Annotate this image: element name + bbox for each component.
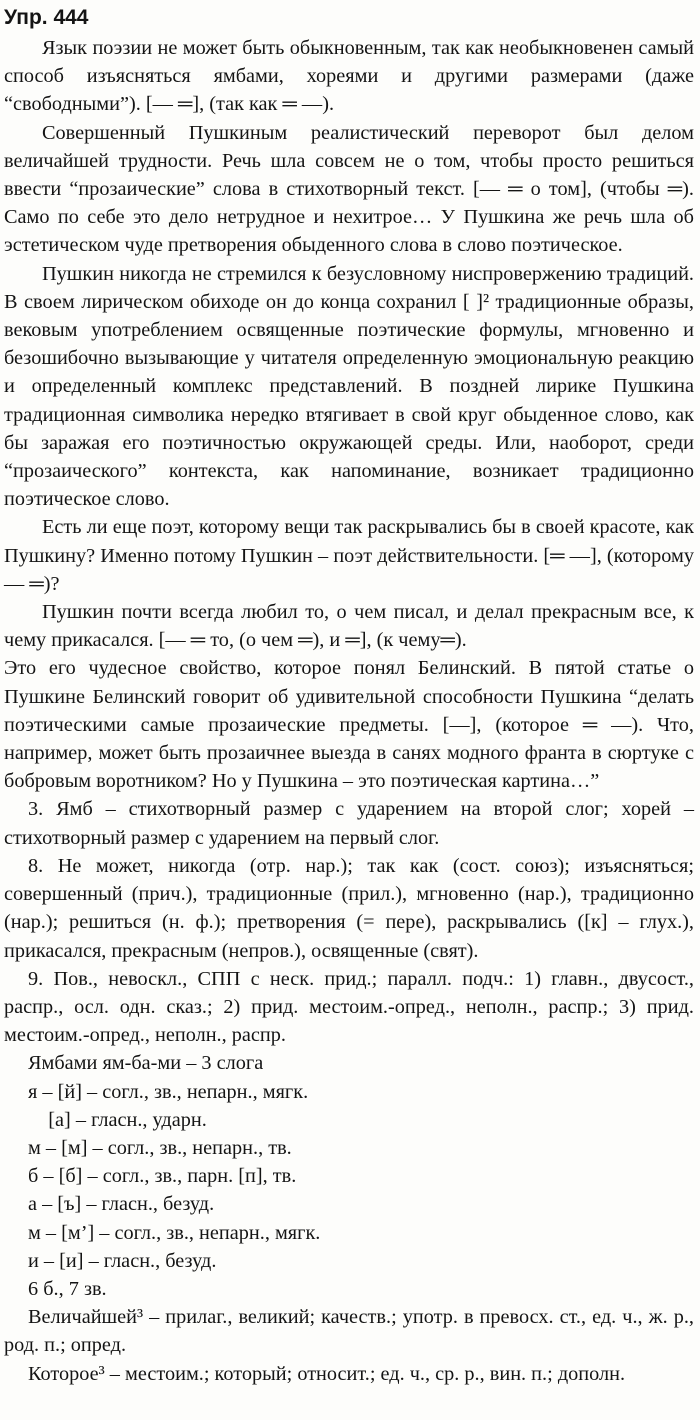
sound-row: м – [м’] – согл., зв., непарн., мягк. [28, 1221, 321, 1244]
sound-row: и – [и] – гласн., безуд. [28, 1249, 217, 1272]
sound-row: м – [м] – согл., зв., непарн., тв. [28, 1136, 292, 1159]
paragraph-5: Пушкин почти всегда любил то, о чем писал, и делал прекрасным все, к чему прикасался. [— ═ то, (о чем ═), и ═], (к чему═). [4, 601, 694, 652]
note-9: 9. Пов., невоскл., СПП с неск. прид.; паралл. подч.: 1) главн., двусост., распр., осл. одн. сказ.; 2) прид. местоим.-опред., неполн., распр.; 3) прид. местоим.-опред., неполн., распр. [4, 967, 694, 1047]
phonetic-analysis [4, 1049, 694, 1303]
morph-note-2: Которое³ – местоим.; который; относит.; ед. ч., ср. р., вин. п.; дополн. [28, 1362, 626, 1385]
note-3: 3. Ямб – стихотворный размер с ударением на второй слог; хорей – стихотворный размер с ударением на первый слог. [4, 798, 694, 849]
sound-summary: 6 б., 7 зв. [28, 1277, 107, 1300]
exercise-title: Упр. 444 [4, 6, 89, 29]
paragraph-1: Язык поэзии не может быть обыкновенным, так как необыкновенен самый способ изъясняться ямбами, хореями и другими размерами (даже “свободными”). [— ═], (так как ═ —). [4, 37, 694, 116]
paragraph-3: Пушкин никогда не стремился к безусловному ниспровержению традиций. В своем лирическом обиходе он до конца сохранил [ ]² традиционные образы, вековым употреблением освященные поэтические формулы, мгновенно и безошибочно вызывающие у читателя определенную эмоциональную реакцию и определенный комплекс представлений. В поздней лирике Пушкина традиционная символика нередко втягивает в свой круг обыденное слово, как бы заражая его поэтичностью окружающей среды. Или, наоборот, среди “прозаического” контекста, как напоминание, возникает традиционно поэтическое слово. [4, 262, 694, 511]
paragraph-4: Есть ли еще поэт, которому вещи так раскрывались бы в своей красоте, как Пушкину? Именно потому Пушкин – поэт действительности. [═ —], (которому — ═)? [4, 516, 694, 595]
paragraph-6: Это его чудесное свойство, которое понял Белинский. В пятой статье о Пушкине Белинский говорит об удивительной способности Пушкина “делать поэтическими самые прозаические предметы. [—], (которое ═ —). Что, например, может быть прозаичнее выезда в санях модного франта в сюртуке с бобровым воротником? Но у Пушкина – это поэтическая картина…” [4, 657, 694, 793]
paragraph-2: Совершенный Пушкиным реалистический переворот был делом величайшей трудности. Речь шла совсем не о том, чтобы просто решиться ввести “прозаические” слова в стихотворный текст. [— ═ о том], (чтобы ═). Само по себе это дело нетрудное и нехитрое… У Пушкина же речь шла об эстетическом чуде претворения обыденного слова в слово поэтическое. [4, 121, 694, 257]
sound-row: а – [ъ] – гласн., безуд. [28, 1193, 215, 1216]
word-line: Ямбами ям-ба-ми – 3 слога [28, 1052, 264, 1075]
exercise-body [4, 34, 694, 1388]
morph-note-1: Величайшей³ – прилаг., великий; качеств.; употр. в превосх. ст., ед. ч., ж. р., род. п.; опред. [4, 1306, 694, 1357]
sound-row: [а] – гласн., ударн. [28, 1108, 207, 1131]
sound-row: б – [б] – согл., зв., парн. [п], тв. [28, 1165, 297, 1188]
sound-row: я – [й] – согл., зв., непарн., мягк. [28, 1080, 309, 1103]
note-8: 8. Не может, никогда (отр. нар.); так как (сост. союз); изъясняться; совершенный (прич.), традиционные (прил.), мгновенно (нар.), традиционно (нар.); решиться (н. ф.); претворения (= пере), раскрывались ([к] – глух.), прикасался, прекрасным (непров.), освященные (свят). [4, 854, 694, 962]
